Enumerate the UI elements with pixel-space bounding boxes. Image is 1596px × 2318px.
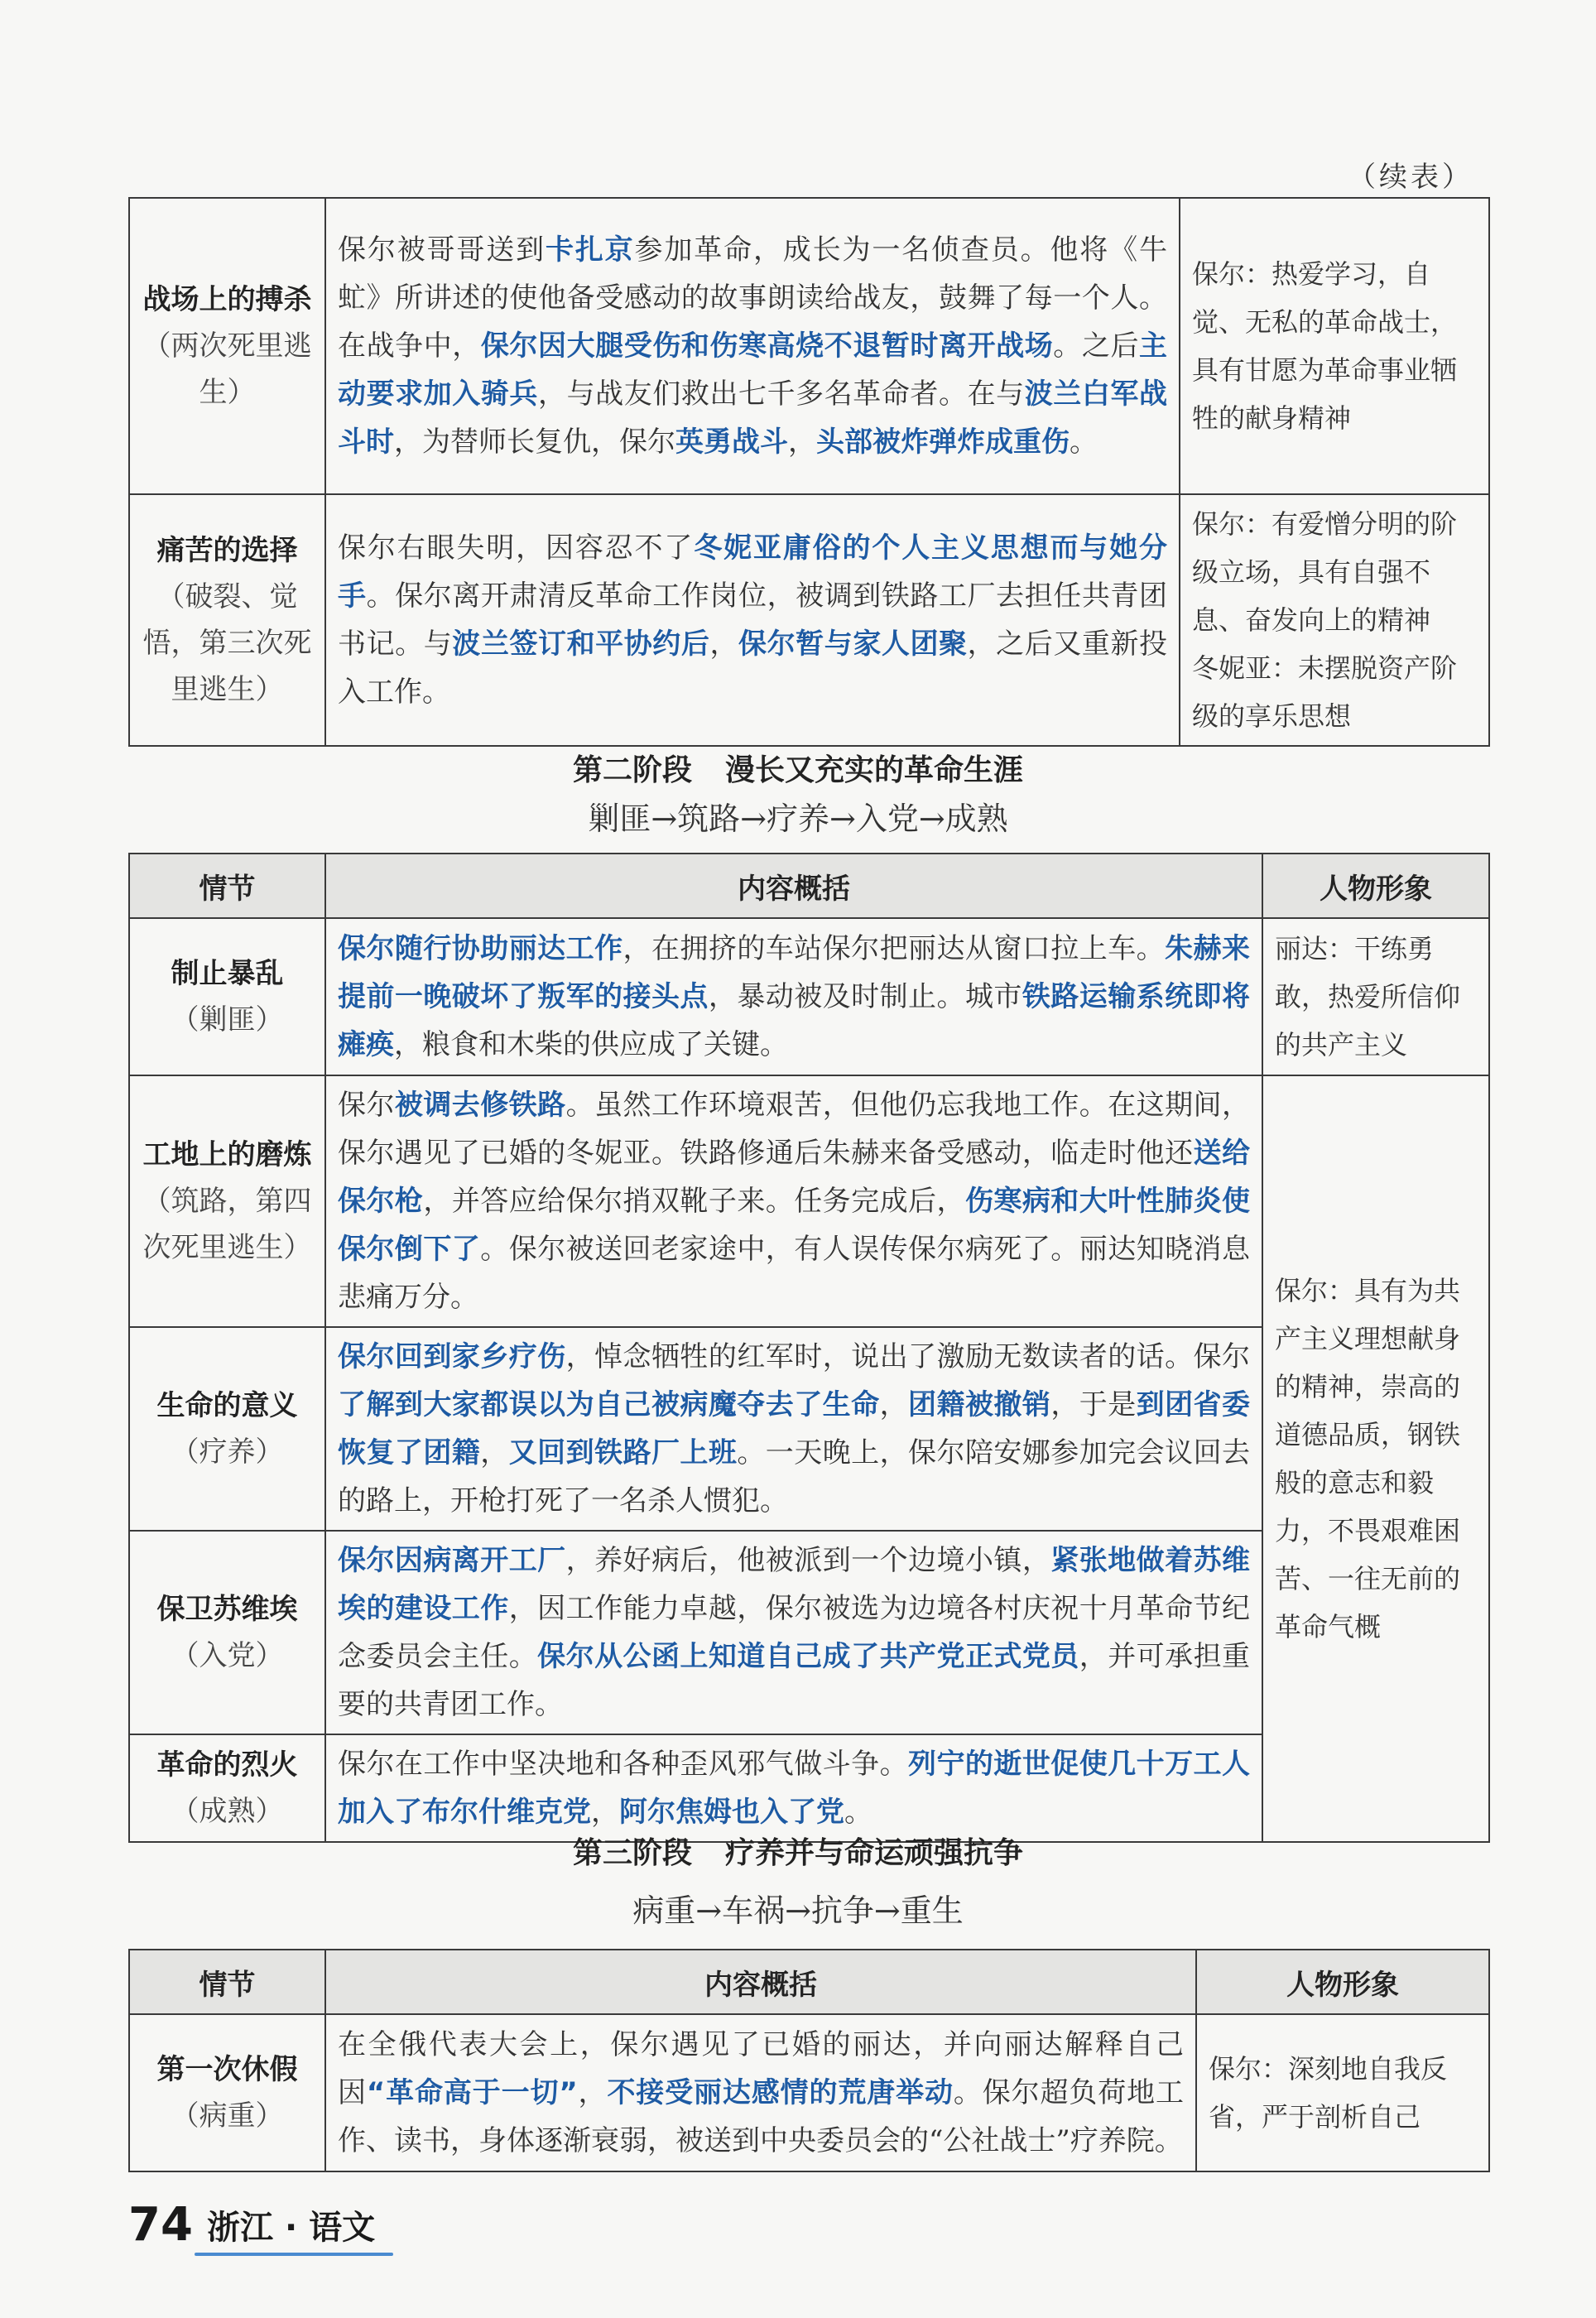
stage-two-label: 第二阶段: [572, 753, 692, 787]
header-content: 内容概括: [325, 854, 1262, 918]
plot-title: 革命的烈火: [156, 1748, 298, 1782]
plain-text: ，并答应给保尔捎双靴子来。任务完成后，: [423, 1185, 965, 1218]
highlight-text: 不接受丽达感情的荒唐举动: [607, 2076, 954, 2109]
highlight-text: 保尔暂与家人团聚: [738, 628, 968, 661]
plain-text: 。: [844, 1796, 873, 1829]
highlight-text: 卡扎京: [545, 233, 635, 267]
highlight-text: 冬妮亚庸俗的个人主义思想而与她分手: [338, 531, 1168, 613]
continued-table: [128, 197, 1490, 747]
content-summary: [325, 1531, 1262, 1734]
plot-cell: [129, 1075, 325, 1327]
content-summary: [325, 1075, 1262, 1327]
plot-subtitle: （入党）: [171, 1639, 284, 1672]
plot-title: 制止暴乱: [171, 957, 284, 990]
highlight-text: 保尔因病离开工厂: [338, 1544, 566, 1577]
plot-title: 生命的意义: [156, 1389, 298, 1422]
plot-subtitle: （两次死里逃生）: [142, 329, 312, 409]
highlight-text: 英勇战斗: [675, 426, 788, 459]
plain-text: 。一天晚上，保尔陪安娜参加完会议回去的路上，开枪打死了一名杀人惯犯。: [338, 1436, 1251, 1517]
plain-text: ，在拥挤的车站保尔把丽达从窗口拉上车。: [623, 932, 1166, 965]
stage-three-label: 第三阶段: [572, 1836, 692, 1870]
highlight-text: 朱赫来提前一晚破坏了叛军的接头点: [338, 932, 1251, 1013]
content-summary: [325, 198, 1180, 494]
plain-text: ，: [577, 2076, 608, 2109]
highlight-text: 了解到大家都误以为自己被病魔夺去了生命: [338, 1388, 880, 1421]
plain-text: 保尔被哥哥送到: [338, 233, 546, 267]
plain-text: 保尔右眼失明，因容忍不了: [338, 531, 695, 565]
plot-subtitle: （疗养）: [171, 1436, 284, 1469]
plot-subtitle: （筑路，第四次死里逃生）: [142, 1185, 312, 1264]
highlight-text: 紧张地做着苏维埃的建设工作: [338, 1544, 1251, 1625]
plain-text: 保尔: [338, 1089, 395, 1122]
plain-text: ，于是: [1050, 1388, 1137, 1421]
plain-text: ，: [879, 1388, 909, 1421]
plot-title: 工地上的磨炼: [142, 1138, 312, 1171]
plain-text: ，与战友们救出七千多名革命者。在与: [538, 378, 1025, 411]
stage-three-table: [128, 1949, 1490, 2172]
content-summary: [325, 918, 1262, 1075]
table-header-row: [129, 854, 1489, 918]
highlight-text: 伤寒病和大叶性肺炎使保尔倒下了: [338, 1185, 1251, 1266]
plot-cell: [129, 494, 325, 746]
highlight-text: 保尔从公函上知道自己成了共产党正式党员: [537, 1640, 1079, 1673]
page-footer: [128, 2198, 375, 2252]
plain-text: 在全俄代表大会上，保尔遇见了已婚的丽达，并向丽达解释自己因: [338, 2028, 1184, 2109]
content-summary: [325, 2014, 1196, 2171]
plot-subtitle: （病重）: [171, 2099, 284, 2133]
header-image: 人物形象: [1196, 1950, 1489, 2014]
plain-text: 参加革命，成长为一名侦查员。他将《牛虻》所讲述的使他备受感动的故事朗读给战友，鼓舞了每一个人。在战争中，: [338, 233, 1168, 363]
highlight-text: 保尔随行协助丽达工作: [338, 932, 623, 965]
plot-subtitle: （成熟）: [171, 1795, 284, 1828]
plain-text: ，: [480, 1436, 509, 1469]
plot-cell: [129, 918, 325, 1075]
page-number: 74: [128, 2198, 193, 2252]
header-image: 人物形象: [1262, 854, 1489, 918]
plain-text: ，粮食和木柴的供应成了关键。: [394, 1028, 788, 1061]
plain-text: 。之后: [1053, 329, 1140, 363]
plain-text: ，暴动被及时制止。城市: [708, 980, 1022, 1013]
table-row: [129, 1075, 1489, 1327]
highlight-text: 送给保尔枪: [338, 1137, 1250, 1218]
highlight-text: 保尔回到家乡疗伤: [338, 1340, 566, 1373]
stage-two-title: [0, 747, 1596, 789]
continued-label: （续表）: [1348, 161, 1473, 194]
highlight-text: 又回到铁路厂上班: [508, 1436, 738, 1469]
plain-text: 。虽然工作环境艰苦，但他仍忘我地工作。在这期间，保尔遇见了已婚的冬妮亚。铁路修通后朱赫来备受感动，临走时他还: [338, 1089, 1251, 1170]
plain-text: ，养好病后，他被派到一个边境小镇，: [565, 1544, 1051, 1577]
stage-two-flow: 剿匪→筑路→疗养→入党→成熟: [588, 801, 1008, 837]
highlight-text: 波兰签订和平协约后: [452, 628, 710, 661]
highlight-text: 到团省委恢复了团籍: [338, 1388, 1251, 1469]
plot-subtitle: （破裂、觉悟，第三次死里逃生）: [142, 580, 312, 706]
plain-text: ，: [788, 426, 816, 459]
header-content: 内容概括: [325, 1950, 1196, 2014]
plain-text: 保尔在工作中坚决地和各种歪风邪气做斗争。: [338, 1748, 909, 1781]
header-plot: 情节: [129, 854, 325, 918]
content-summary: [325, 494, 1180, 746]
stage-three-subtitle: 疗养并与命运顽强抗争: [725, 1836, 1024, 1870]
character-image: 丽达：干练勇敢，热爱所信仰的共产主义: [1262, 918, 1489, 1075]
plain-text: ，为替师长复仇，保尔: [394, 426, 675, 459]
character-image: 保尔：深刻地自我反省，严于剖析自己: [1196, 2014, 1489, 2171]
highlight-text: 被调去修铁路: [394, 1089, 566, 1122]
highlight-text: 团籍被撤销: [908, 1388, 1051, 1421]
character-image: 保尔：有爱憎分明的阶级立场，具有自强不息、奋发向上的精神 冬妮亚：未摆脱资产阶级的享乐思想: [1180, 494, 1489, 746]
subject-label: 浙江 · 语文: [207, 2209, 376, 2247]
highlight-text: 头部被炸弹炸成重伤: [816, 426, 1070, 459]
content-summary: [325, 1734, 1262, 1842]
stage-three-title: [0, 1830, 1596, 1872]
footer-underline: [195, 2253, 393, 2256]
plain-text: ，: [591, 1796, 619, 1829]
plot-title: 保卫苏维埃: [156, 1593, 298, 1626]
table-row: [129, 494, 1489, 746]
highlight-text: 阿尔焦姆也入了党: [619, 1796, 844, 1829]
plot-cell: [129, 1531, 325, 1734]
plain-text: 。保尔离开肃清反革命工作岗位，被调到铁路工厂去担任共青团书记。与: [338, 580, 1168, 661]
stage-two-subtitle: 漫长又充实的革命生涯: [725, 753, 1024, 787]
table-row: [129, 918, 1489, 1075]
plot-title: 痛苦的选择: [156, 534, 298, 567]
plain-text: 。保尔超负荷地工作、读书，身体逐渐衰弱，被送到中央委员会的“公社战士”疗养院。: [338, 2076, 1185, 2157]
highlight-text: “革命高于一切”: [366, 2076, 578, 2109]
plain-text: ，: [709, 628, 739, 661]
table-header-row: [129, 1950, 1489, 2014]
highlight-text: 波兰白军战斗时: [338, 378, 1168, 459]
plain-text: ，悼念牺牲的红军时，说出了激励无数读者的话。保尔: [565, 1340, 1251, 1373]
table-row: [129, 198, 1489, 494]
highlight-text: 铁路运输系统即将瘫痪: [338, 980, 1251, 1061]
character-image: 保尔：具有为共产主义理想献身的精神，崇高的道德品质，钢铁般的意志和毅力，不畏艰难困苦、一往无前的革命气概: [1262, 1075, 1489, 1842]
plot-title: 第一次休假: [156, 2053, 298, 2086]
highlight-text: 主动要求加入骑兵: [338, 329, 1168, 411]
stage-two-table: [128, 853, 1490, 1843]
plain-text: 。保尔被送回老家途中，有人误传保尔病死了。丽达知晓消息悲痛万分。: [338, 1233, 1251, 1314]
plot-cell: [129, 1327, 325, 1531]
plot-cell: [129, 2014, 325, 2171]
header-plot: 情节: [129, 1950, 325, 2014]
content-summary: [325, 1327, 1262, 1531]
stage-three-flow: 病重→车祸→抗争→重生: [632, 1892, 964, 1929]
plot-cell: [129, 198, 325, 494]
plain-text: ，之后又重新投入工作。: [338, 628, 1168, 709]
highlight-text: 列宁的逝世促使几十万工人加入了布尔什维克党: [338, 1748, 1250, 1829]
table-row: [129, 2014, 1489, 2171]
character-image: 保尔：热爱学习，自觉、无私的革命战士，具有甘愿为革命事业牺牲的献身精神: [1180, 198, 1489, 494]
plot-title: 战场上的搏杀: [142, 283, 312, 316]
highlight-text: 保尔因大腿受伤和伤寒高烧不退暂时离开战场: [480, 329, 1054, 363]
plain-text: ，并可承担重要的共青团工作。: [338, 1640, 1251, 1721]
plot-cell: [129, 1734, 325, 1842]
plain-text: 。: [1070, 426, 1098, 459]
plain-text: ，因工作能力卓越，保尔被选为边境各村庆祝十月革命节纪念委员会主任。: [338, 1592, 1251, 1673]
plot-subtitle: （剿匪）: [171, 1003, 284, 1036]
